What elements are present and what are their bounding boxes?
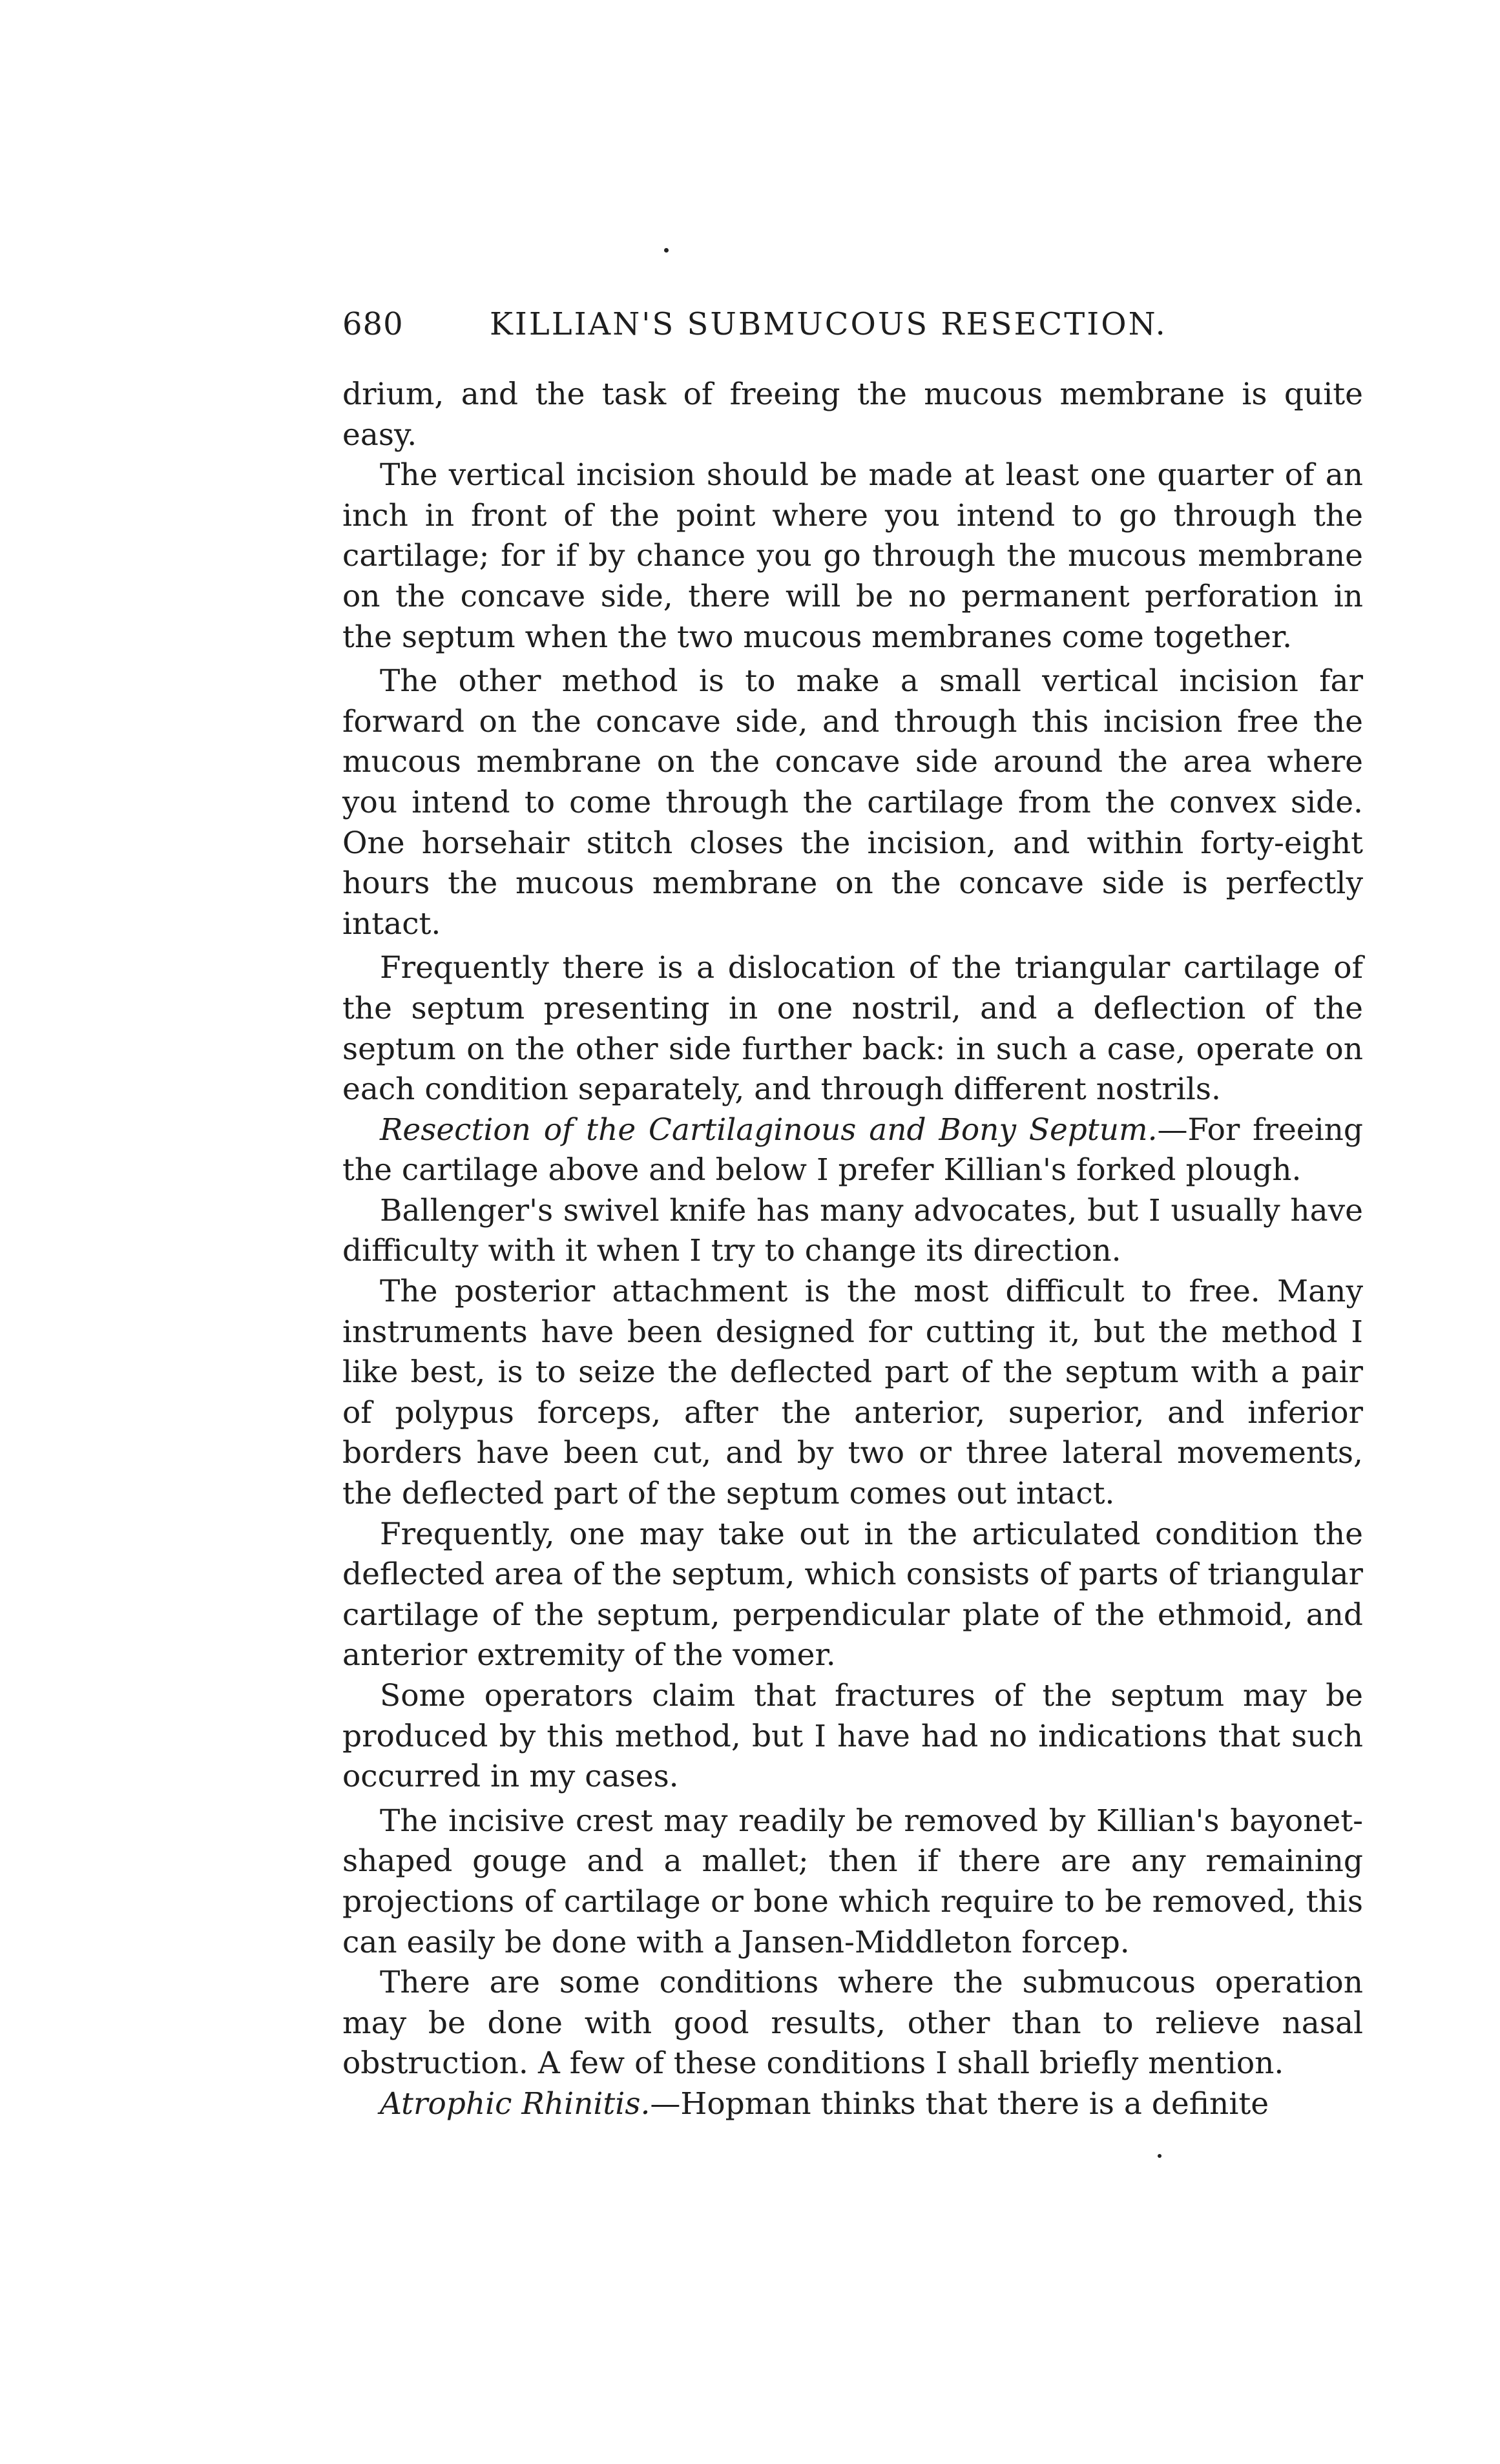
paragraph: drium, and the task of freeing the mucous membrane is quite easy. [342, 377, 1363, 453]
paragraph: Atrophic Rhinitis.—Hopman thinks that there is a definite [380, 2086, 1269, 2122]
section-heading: Atrophic Rhinitis. [380, 2086, 651, 2122]
paragraph: Frequently there is a dislocation of the triangular cartilage of the septum presenting in one nostril, and a deflection of the septum on the other side further back: in such a case, operate on each condition separately, and through different nostrils. [342, 950, 1363, 1108]
paragraph: Resection of the Cartilaginous and Bony Septum.—For freeing the cartilage above and below I prefer Killian's forked plough. [342, 1112, 1364, 1188]
paragraph: Some operators claim that fractures of the septum may be produced by this method, but I have had no indications that such occurred in my cases. [342, 1678, 1363, 1795]
page-number: 680 [342, 306, 404, 342]
paragraph: There are some conditions where the submucous operation may be done with good results, other than to relieve nasal obstruction. A few of these conditions I shall briefly mention. [342, 1965, 1363, 2082]
top-print-speck [664, 248, 669, 253]
bottom-print-speck [1158, 2154, 1161, 2158]
body-text [342, 375, 1363, 2125]
paragraph: The other method is to make a small vertical incision far forward on the concave side, and through this incision free the mucous membrane on the concave side around the area where you intend to come through the cartilage from the convex side. One horsehair stitch closes the incision, and within forty-eight hours the mucous membrane on the concave side is perfectly intact. [342, 663, 1363, 942]
paragraph: The vertical incision should be made at least one quarter of an inch in front of the point where you intend to go through the cartilage; for if by chance you go through the mucous membrane on the concave side, there will be no permanent perforation in the septum when the two mucous membranes come together. [342, 457, 1363, 655]
paragraph: Ballenger's swivel knife has many advocates, but I usually have difficulty with it when I try to change its direction. [342, 1192, 1363, 1269]
paragraph: The incisive crest may readily be removed by Killian's bayonet-shaped gouge and a mallet; then if there are any remaining projections of cartilage or bone which require to be removed, this can easily be done with a Jansen-Middleton forcep. [342, 1803, 1363, 1960]
section-heading: Resection of the Cartilaginous and Bony Septum. [380, 1112, 1158, 1148]
paragraph: Frequently, one may take out in the articulated condition the deflected area of the septum, which consists of parts of triangular cartilage of the septum, perpendicular plate of the ethmoid, and anterior extremity of the vomer. [342, 1516, 1363, 1673]
paragraph: The posterior attachment is the most difficult to free. Many instruments have been designed for cutting it, but the method I like best, is to seize the deflected part of the septum with a pair of polypus forceps, after the anterior, superior, and inferior borders have been cut, and by two or three lateral movements, the deflected part of the septum comes out intact. [342, 1274, 1363, 1512]
running-title: KILLIAN'S SUBMUCOUS RESECTION. [490, 306, 1167, 342]
running-head [342, 298, 1363, 350]
